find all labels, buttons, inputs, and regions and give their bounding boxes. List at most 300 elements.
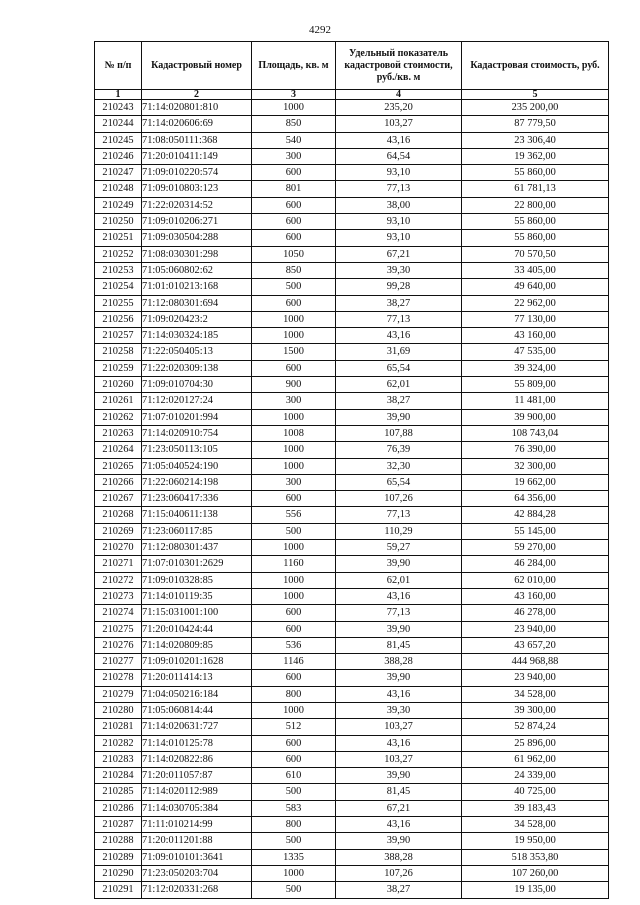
row-number: 210283 <box>95 751 142 767</box>
row-number: 210269 <box>95 523 142 539</box>
specific-rate-value: 103,27 <box>336 719 462 735</box>
header-specific-rate: Удельный показатель кадастровой стоимости, руб./кв. м <box>336 42 462 90</box>
row-number: 210272 <box>95 572 142 588</box>
row-number: 210258 <box>95 344 142 360</box>
row-number: 210291 <box>95 882 142 898</box>
specific-rate-value: 39,90 <box>336 409 462 425</box>
area-value: 1000 <box>252 458 336 474</box>
area-value: 800 <box>252 686 336 702</box>
row-number: 210278 <box>95 670 142 686</box>
cadastral-cost-value: 23 306,40 <box>462 132 609 148</box>
table-row <box>95 719 609 735</box>
cadastral-cost-value: 64 356,00 <box>462 491 609 507</box>
cadastral-cost-value: 46 284,00 <box>462 556 609 572</box>
area-value: 600 <box>252 670 336 686</box>
area-value: 600 <box>252 165 336 181</box>
cadastral-cost-value: 61 781,13 <box>462 181 609 197</box>
table-row <box>95 654 609 670</box>
cadastral-cost-value: 19 950,00 <box>462 833 609 849</box>
cadastral-number: 71:22:020309:138 <box>142 360 252 376</box>
cadastral-number: 71:09:010201:1628 <box>142 654 252 670</box>
area-value: 1000 <box>252 588 336 604</box>
row-number: 210253 <box>95 262 142 278</box>
cadastral-number: 71:09:030504:288 <box>142 230 252 246</box>
table-row <box>95 246 609 262</box>
area-value: 1000 <box>252 311 336 327</box>
area-value: 500 <box>252 882 336 898</box>
header-num: № п/п <box>95 42 142 90</box>
row-number: 210257 <box>95 328 142 344</box>
specific-rate-value: 93,10 <box>336 230 462 246</box>
cadastral-number: 71:14:020112:989 <box>142 784 252 800</box>
cadastral-cost-value: 19 662,00 <box>462 474 609 490</box>
specific-rate-value: 64,54 <box>336 148 462 164</box>
table-row <box>95 279 609 295</box>
cadastral-number: 71:14:020801:810 <box>142 100 252 116</box>
table-row <box>95 882 609 898</box>
area-value: 900 <box>252 377 336 393</box>
specific-rate-value: 43,16 <box>336 588 462 604</box>
row-number: 210254 <box>95 279 142 295</box>
area-value: 1000 <box>252 409 336 425</box>
cadastral-number: 71:09:010101:3641 <box>142 849 252 865</box>
cadastral-number: 71:20:010424:44 <box>142 621 252 637</box>
table-row <box>95 540 609 556</box>
specific-rate-value: 39,90 <box>336 556 462 572</box>
specific-rate-value: 99,28 <box>336 279 462 295</box>
cadastral-number: 71:12:080301:694 <box>142 295 252 311</box>
area-value: 1146 <box>252 654 336 670</box>
table-row <box>95 784 609 800</box>
cadastral-number: 71:08:030301:298 <box>142 246 252 262</box>
cadastral-cost-value: 39 900,00 <box>462 409 609 425</box>
specific-rate-value: 388,28 <box>336 849 462 865</box>
specific-rate-value: 39,30 <box>336 702 462 718</box>
cadastral-number: 71:01:010213:168 <box>142 279 252 295</box>
row-number: 210243 <box>95 100 142 116</box>
cadastral-number: 71:12:080301:437 <box>142 540 252 556</box>
row-number: 210266 <box>95 474 142 490</box>
table-row <box>95 458 609 474</box>
specific-rate-value: 67,21 <box>336 800 462 816</box>
cadastral-cost-value: 43 657,20 <box>462 637 609 653</box>
specific-rate-value: 38,27 <box>336 393 462 409</box>
area-value: 600 <box>252 214 336 230</box>
area-value: 1008 <box>252 425 336 441</box>
row-number: 210256 <box>95 311 142 327</box>
header-area: Площадь, кв. м <box>252 42 336 90</box>
cadastral-number: 71:23:050113:105 <box>142 442 252 458</box>
cadastral-cost-value: 55 860,00 <box>462 165 609 181</box>
cadastral-number: 71:20:011057:87 <box>142 768 252 784</box>
cadastral-number: 71:14:020606:69 <box>142 116 252 132</box>
cadastral-cost-value: 70 570,50 <box>462 246 609 262</box>
specific-rate-value: 31,69 <box>336 344 462 360</box>
specific-rate-value: 43,16 <box>336 686 462 702</box>
table-row <box>95 344 609 360</box>
cadastral-number: 71:05:040524:190 <box>142 458 252 474</box>
row-number: 210246 <box>95 148 142 164</box>
table-row <box>95 491 609 507</box>
cadastral-cost-value: 22 800,00 <box>462 197 609 213</box>
cadastral-number: 71:14:020631:727 <box>142 719 252 735</box>
cadastral-cost-value: 34 528,00 <box>462 817 609 833</box>
table-row <box>95 572 609 588</box>
cadastral-number: 71:14:020809:85 <box>142 637 252 653</box>
cadastral-cost-value: 33 405,00 <box>462 262 609 278</box>
specific-rate-value: 93,10 <box>336 214 462 230</box>
column-number: 5 <box>462 90 609 100</box>
cadastral-cost-value: 25 896,00 <box>462 735 609 751</box>
table-row <box>95 833 609 849</box>
row-number: 210285 <box>95 784 142 800</box>
row-number: 210271 <box>95 556 142 572</box>
table-row <box>95 165 609 181</box>
cadastral-cost-value: 235 200,00 <box>462 100 609 116</box>
cadastral-number: 71:09:020423:2 <box>142 311 252 327</box>
cadastral-number: 71:23:060117:85 <box>142 523 252 539</box>
cadastral-number: 71:23:060417:336 <box>142 491 252 507</box>
cadastral-cost-value: 55 860,00 <box>462 214 609 230</box>
table-row <box>95 197 609 213</box>
specific-rate-value: 43,16 <box>336 735 462 751</box>
row-number: 210261 <box>95 393 142 409</box>
header-cadastral-cost: Кадастровая стоимость, руб. <box>462 42 609 90</box>
specific-rate-value: 77,13 <box>336 311 462 327</box>
table-row <box>95 116 609 132</box>
area-value: 600 <box>252 491 336 507</box>
cadastral-cost-value: 23 940,00 <box>462 621 609 637</box>
cadastral-cost-value: 107 260,00 <box>462 865 609 881</box>
cadastral-cost-value: 43 160,00 <box>462 588 609 604</box>
row-number: 210259 <box>95 360 142 376</box>
cadastral-number: 71:05:060802:62 <box>142 262 252 278</box>
specific-rate-value: 65,54 <box>336 474 462 490</box>
specific-rate-value: 77,13 <box>336 181 462 197</box>
column-number: 4 <box>336 90 462 100</box>
cadastral-cost-value: 55 809,00 <box>462 377 609 393</box>
area-value: 850 <box>252 116 336 132</box>
table-row <box>95 865 609 881</box>
table-row <box>95 556 609 572</box>
area-value: 800 <box>252 817 336 833</box>
row-number: 210244 <box>95 116 142 132</box>
cadastral-number: 71:14:030324:185 <box>142 328 252 344</box>
row-number: 210273 <box>95 588 142 604</box>
column-number: 1 <box>95 90 142 100</box>
cadastral-value-table <box>94 41 609 899</box>
specific-rate-value: 62,01 <box>336 572 462 588</box>
header-cadastral-number: Кадастровый номер <box>142 42 252 90</box>
row-number: 210270 <box>95 540 142 556</box>
cadastral-number: 71:09:010206:271 <box>142 214 252 230</box>
cadastral-number: 71:20:011201:88 <box>142 833 252 849</box>
specific-rate-value: 43,16 <box>336 328 462 344</box>
area-value: 500 <box>252 523 336 539</box>
row-number: 210252 <box>95 246 142 262</box>
cadastral-number: 71:08:050111:368 <box>142 132 252 148</box>
cadastral-cost-value: 444 968,88 <box>462 654 609 670</box>
area-value: 1000 <box>252 865 336 881</box>
table-row <box>95 214 609 230</box>
cadastral-number: 71:15:040611:138 <box>142 507 252 523</box>
table-row <box>95 295 609 311</box>
specific-rate-value: 39,90 <box>336 833 462 849</box>
specific-rate-value: 38,27 <box>336 295 462 311</box>
cadastral-cost-value: 108 743,04 <box>462 425 609 441</box>
area-value: 512 <box>252 719 336 735</box>
table-row <box>95 670 609 686</box>
specific-rate-value: 77,13 <box>336 507 462 523</box>
row-number: 210277 <box>95 654 142 670</box>
cadastral-number: 71:14:010125:78 <box>142 735 252 751</box>
cadastral-cost-value: 19 135,00 <box>462 882 609 898</box>
cadastral-cost-value: 39 300,00 <box>462 702 609 718</box>
area-value: 610 <box>252 768 336 784</box>
table-row <box>95 800 609 816</box>
specific-rate-value: 59,27 <box>336 540 462 556</box>
row-number: 210282 <box>95 735 142 751</box>
table-row <box>95 702 609 718</box>
table-row <box>95 751 609 767</box>
table-row <box>95 588 609 604</box>
table-row <box>95 100 609 116</box>
cadastral-number: 71:14:010119:35 <box>142 588 252 604</box>
cadastral-cost-value: 49 640,00 <box>462 279 609 295</box>
cadastral-cost-value: 55 145,00 <box>462 523 609 539</box>
table-row <box>95 328 609 344</box>
specific-rate-value: 93,10 <box>336 165 462 181</box>
row-number: 210267 <box>95 491 142 507</box>
table-row <box>95 425 609 441</box>
cadastral-cost-value: 52 874,24 <box>462 719 609 735</box>
row-number: 210255 <box>95 295 142 311</box>
table-row <box>95 132 609 148</box>
area-value: 540 <box>252 132 336 148</box>
area-value: 300 <box>252 148 336 164</box>
specific-rate-value: 81,45 <box>336 784 462 800</box>
cadastral-cost-value: 62 010,00 <box>462 572 609 588</box>
column-number-row <box>95 90 609 100</box>
row-number: 210279 <box>95 686 142 702</box>
cadastral-cost-value: 87 779,50 <box>462 116 609 132</box>
row-number: 210281 <box>95 719 142 735</box>
row-number: 210263 <box>95 425 142 441</box>
table-row <box>95 817 609 833</box>
table-row <box>95 148 609 164</box>
specific-rate-value: 67,21 <box>336 246 462 262</box>
cadastral-cost-value: 19 362,00 <box>462 148 609 164</box>
cadastral-cost-value: 11 481,00 <box>462 393 609 409</box>
cadastral-cost-value: 55 860,00 <box>462 230 609 246</box>
cadastral-number: 71:05:060814:44 <box>142 702 252 718</box>
area-value: 1160 <box>252 556 336 572</box>
cadastral-number: 71:22:050405:13 <box>142 344 252 360</box>
area-value: 600 <box>252 230 336 246</box>
area-value: 600 <box>252 295 336 311</box>
cadastral-cost-value: 40 725,00 <box>462 784 609 800</box>
row-number: 210286 <box>95 800 142 816</box>
table-header-row <box>95 42 609 90</box>
cadastral-cost-value: 518 353,80 <box>462 849 609 865</box>
row-number: 210287 <box>95 817 142 833</box>
cadastral-number: 71:04:050216:184 <box>142 686 252 702</box>
cadastral-cost-value: 23 940,00 <box>462 670 609 686</box>
table-row <box>95 768 609 784</box>
area-value: 300 <box>252 393 336 409</box>
cadastral-number: 71:20:010411:149 <box>142 148 252 164</box>
table-row <box>95 474 609 490</box>
area-value: 850 <box>252 262 336 278</box>
area-value: 536 <box>252 637 336 653</box>
row-number: 210276 <box>95 637 142 653</box>
specific-rate-value: 235,20 <box>336 100 462 116</box>
area-value: 556 <box>252 507 336 523</box>
row-number: 210251 <box>95 230 142 246</box>
cadastral-number: 71:23:050203:704 <box>142 865 252 881</box>
cadastral-number: 71:09:010328:85 <box>142 572 252 588</box>
specific-rate-value: 65,54 <box>336 360 462 376</box>
area-value: 600 <box>252 751 336 767</box>
specific-rate-value: 62,01 <box>336 377 462 393</box>
table-row <box>95 507 609 523</box>
cadastral-number: 71:07:010301:2629 <box>142 556 252 572</box>
cadastral-number: 71:11:010214:99 <box>142 817 252 833</box>
row-number: 210288 <box>95 833 142 849</box>
specific-rate-value: 76,39 <box>336 442 462 458</box>
table-body <box>95 100 609 899</box>
table-row <box>95 686 609 702</box>
cadastral-number: 71:15:031001:100 <box>142 605 252 621</box>
specific-rate-value: 81,45 <box>336 637 462 653</box>
cadastral-number: 71:22:020314:52 <box>142 197 252 213</box>
area-value: 600 <box>252 360 336 376</box>
cadastral-cost-value: 24 339,00 <box>462 768 609 784</box>
row-number: 210275 <box>95 621 142 637</box>
area-value: 500 <box>252 784 336 800</box>
table-row <box>95 311 609 327</box>
specific-rate-value: 39,90 <box>336 670 462 686</box>
specific-rate-value: 39,90 <box>336 621 462 637</box>
area-value: 1000 <box>252 100 336 116</box>
table-row <box>95 181 609 197</box>
cadastral-cost-value: 32 300,00 <box>462 458 609 474</box>
row-number: 210280 <box>95 702 142 718</box>
cadastral-cost-value: 77 130,00 <box>462 311 609 327</box>
area-value: 801 <box>252 181 336 197</box>
cadastral-number: 71:09:010220:574 <box>142 165 252 181</box>
specific-rate-value: 43,16 <box>336 132 462 148</box>
page-number: 4292 <box>309 24 331 36</box>
specific-rate-value: 107,26 <box>336 865 462 881</box>
table-row <box>95 735 609 751</box>
column-number: 3 <box>252 90 336 100</box>
row-number: 210249 <box>95 197 142 213</box>
table-row <box>95 637 609 653</box>
area-value: 600 <box>252 197 336 213</box>
cadastral-number: 71:07:010201:994 <box>142 409 252 425</box>
row-number: 210264 <box>95 442 142 458</box>
area-value: 1500 <box>252 344 336 360</box>
row-number: 210289 <box>95 849 142 865</box>
row-number: 210290 <box>95 865 142 881</box>
specific-rate-value: 32,30 <box>336 458 462 474</box>
cadastral-cost-value: 76 390,00 <box>462 442 609 458</box>
cadastral-cost-value: 39 183,43 <box>462 800 609 816</box>
cadastral-number: 71:22:060214:198 <box>142 474 252 490</box>
table-row <box>95 262 609 278</box>
row-number: 210248 <box>95 181 142 197</box>
specific-rate-value: 103,27 <box>336 751 462 767</box>
cadastral-cost-value: 42 884,28 <box>462 507 609 523</box>
area-value: 500 <box>252 833 336 849</box>
table-row <box>95 523 609 539</box>
cadastral-number: 71:14:030705:384 <box>142 800 252 816</box>
cadastral-cost-value: 39 324,00 <box>462 360 609 376</box>
cadastral-cost-value: 46 278,00 <box>462 605 609 621</box>
specific-rate-value: 39,30 <box>336 262 462 278</box>
table-row <box>95 377 609 393</box>
area-value: 1000 <box>252 442 336 458</box>
area-value: 500 <box>252 279 336 295</box>
area-value: 1000 <box>252 328 336 344</box>
area-value: 1000 <box>252 702 336 718</box>
cadastral-cost-value: 34 528,00 <box>462 686 609 702</box>
specific-rate-value: 103,27 <box>336 116 462 132</box>
cadastral-number: 71:12:020127:24 <box>142 393 252 409</box>
table-row <box>95 360 609 376</box>
cadastral-number: 71:12:020331:268 <box>142 882 252 898</box>
row-number: 210260 <box>95 377 142 393</box>
cadastral-cost-value: 43 160,00 <box>462 328 609 344</box>
cadastral-number: 71:20:011414:13 <box>142 670 252 686</box>
table-row <box>95 621 609 637</box>
table-row <box>95 409 609 425</box>
area-value: 1000 <box>252 540 336 556</box>
row-number: 210245 <box>95 132 142 148</box>
cadastral-number: 71:09:010803:123 <box>142 181 252 197</box>
cadastral-number: 71:09:010704:30 <box>142 377 252 393</box>
cadastral-cost-value: 47 535,00 <box>462 344 609 360</box>
area-value: 600 <box>252 621 336 637</box>
area-value: 600 <box>252 735 336 751</box>
cadastral-number: 71:14:020822:86 <box>142 751 252 767</box>
cadastral-cost-value: 61 962,00 <box>462 751 609 767</box>
area-value: 1000 <box>252 572 336 588</box>
specific-rate-value: 39,90 <box>336 768 462 784</box>
column-number: 2 <box>142 90 252 100</box>
specific-rate-value: 38,00 <box>336 197 462 213</box>
specific-rate-value: 38,27 <box>336 882 462 898</box>
area-value: 600 <box>252 605 336 621</box>
table-row <box>95 230 609 246</box>
area-value: 300 <box>252 474 336 490</box>
table-row <box>95 393 609 409</box>
row-number: 210262 <box>95 409 142 425</box>
row-number: 210247 <box>95 165 142 181</box>
specific-rate-value: 43,16 <box>336 817 462 833</box>
row-number: 210250 <box>95 214 142 230</box>
table-row <box>95 849 609 865</box>
row-number: 210284 <box>95 768 142 784</box>
specific-rate-value: 107,26 <box>336 491 462 507</box>
row-number: 210265 <box>95 458 142 474</box>
area-value: 1050 <box>252 246 336 262</box>
table-row <box>95 442 609 458</box>
area-value: 583 <box>252 800 336 816</box>
specific-rate-value: 388,28 <box>336 654 462 670</box>
cadastral-cost-value: 59 270,00 <box>462 540 609 556</box>
